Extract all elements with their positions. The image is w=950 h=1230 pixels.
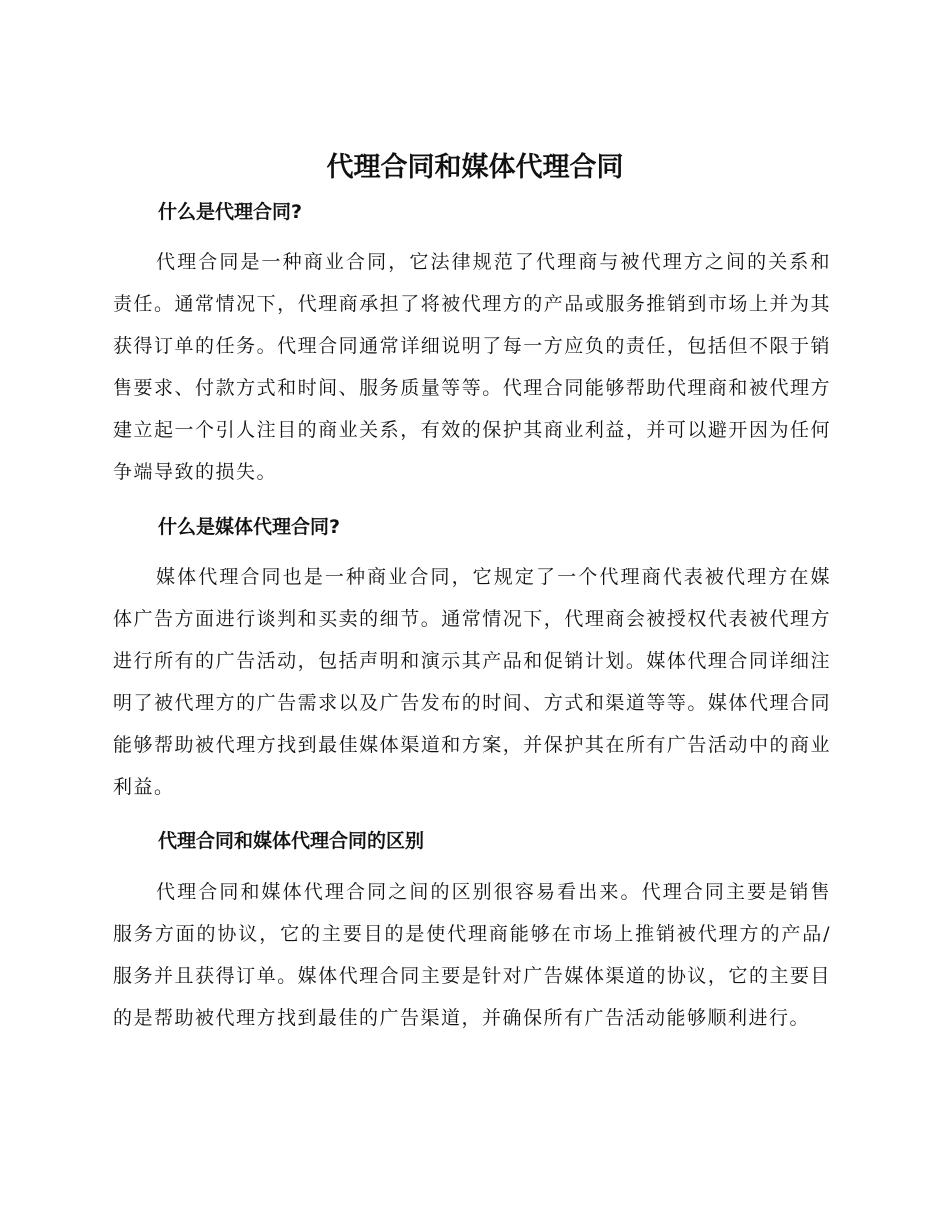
section-heading-media-agency-contract: 什么是媒体代理合同? (158, 516, 341, 538)
section-paragraph-media-agency-contract: 媒体代理合同也是一种商业合同，它规定了一个代理商代表被代理方在媒体广告方面进行谈判和买卖的细节。通常情况下，代理商会被授权代表被代理方进行所有的广告活动，包括声明和演示其产品和促销计划。媒体代理合同详细注明了被代理方的广告需求以及广告发布的时间、方式和渠道等等。媒体代理合同能够帮助被代理方找到最佳媒体渠道和方案，并保护其在所有广告活动中的商业利益。 (113, 566, 831, 798)
section-paragraph-differences: 代理合同和媒体代理合同之间的区别很容易看出来。代理合同主要是销售服务方面的协议，它的主要目的是使代理商能够在市场上推销被代理方的产品/服务并且获得订单。媒体代理合同主要是针对广告媒体渠道的协议，它的主要目的是帮助被代理方找到最佳的广告渠道，并确保所有广告活动能够顺利进行。 (113, 881, 831, 1029)
section-heading-differences: 代理合同和媒体代理合同的区别 (158, 830, 425, 852)
section-paragraph-agency-contract: 代理合同是一种商业合同，它法律规范了代理商与被代理方之间的关系和责任。通常情况下，代理商承担了将被代理方的产品或服务推销到市场上并为其获得订单的任务。代理合同通常详细说明了每一方应负的责任，包括但不限于销售要求、付款方式和时间、服务质量等等。代理合同能够帮助代理商和被代理方建立起一个引人注目的商业关系，有效的保护其商业利益，并可以避开因为任何争端导致的损失。 (113, 251, 831, 483)
document-title: 代理合同和媒体代理合同 (326, 152, 624, 183)
section-heading-agency-contract: 什么是代理合同? (158, 201, 303, 223)
